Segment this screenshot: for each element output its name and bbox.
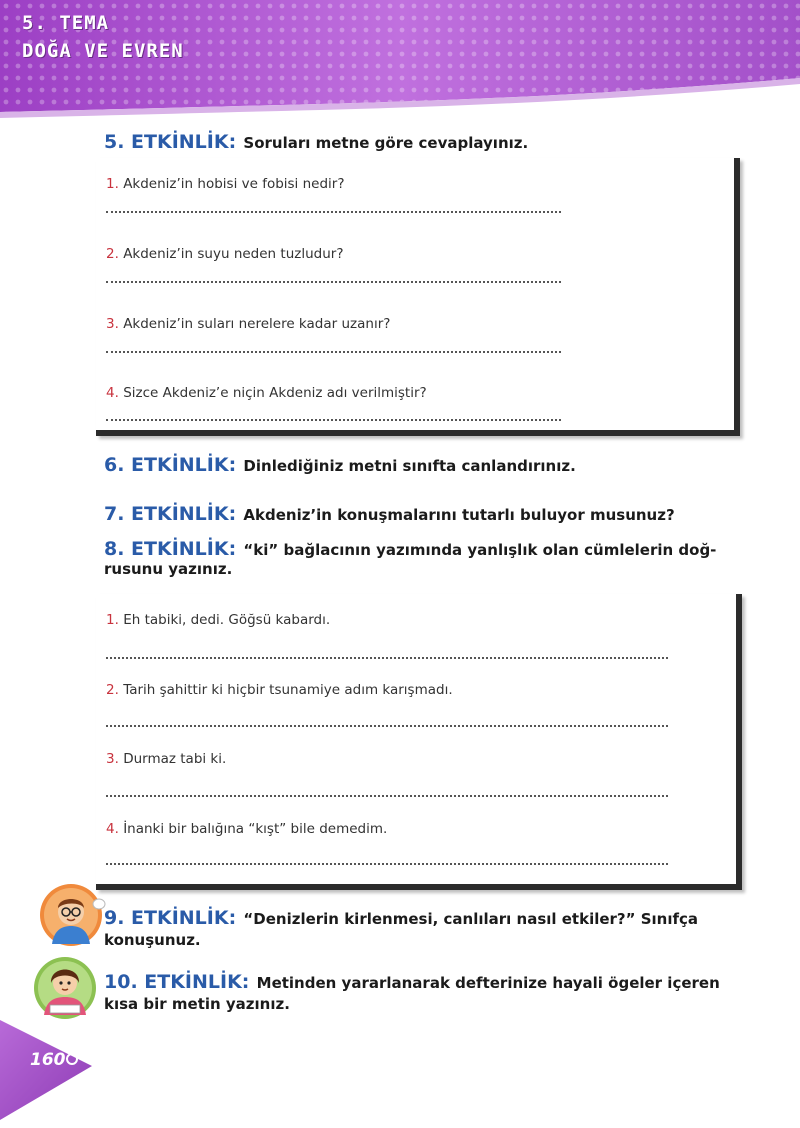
activity-8-heading-cont: rusunu yazınız. <box>104 560 233 578</box>
activity-10-label: 10. ETKİNLİK: <box>104 971 250 993</box>
activity-9-label: 9. ETKİNLİK: <box>104 907 237 929</box>
activity-5-heading <box>104 133 528 153</box>
theme-header-banner <box>0 0 800 120</box>
question-item: 1. Eh tabiki, dedi. Göğsü kabardı. <box>106 612 331 628</box>
activity-10-heading-cont: kısa bir metin yazınız. <box>104 995 290 1013</box>
activity-6-label: 6. ETKİNLİK: <box>104 454 237 476</box>
activity-7-label: 7. ETKİNLİK: <box>104 503 237 525</box>
activity-5-label: 5. ETKİNLİK: <box>104 131 237 153</box>
answer-line[interactable] <box>106 657 668 659</box>
answer-line[interactable] <box>106 351 561 353</box>
activity-10-heading <box>104 973 720 993</box>
activity-6-instruction: Dinlediğiniz metni sınıfta canlandırınız. <box>243 457 576 475</box>
activity-8-instruction: “ki” bağlacının yazımında yanlışlık olan cümlelerin doğ- <box>243 541 717 559</box>
answer-line[interactable] <box>106 725 668 727</box>
theme-number: 5. TEMA <box>22 12 110 34</box>
question-item: 3. Durmaz tabi ki. <box>106 751 227 767</box>
answer-line[interactable] <box>106 419 561 421</box>
question-item: 1. Akdeniz’in hobisi ve fobisi nedir? <box>106 176 345 192</box>
activity-7-instruction: Akdeniz’in konuşmalarını tutarlı buluyor musunuz? <box>243 506 675 524</box>
activity-9-heading-cont: konuşunuz. <box>104 931 201 949</box>
girl-character-icon <box>32 955 98 1021</box>
answer-line[interactable] <box>106 281 561 283</box>
boy-character-icon <box>38 882 104 948</box>
activity-6-heading <box>104 456 576 476</box>
answer-line[interactable] <box>106 211 561 213</box>
question-item: 2. Akdeniz’in suyu neden tuzludur? <box>106 246 344 262</box>
question-item: 3. Akdeniz’in suları nerelere kadar uzanır? <box>106 316 391 332</box>
activity-8-label: 8. ETKİNLİK: <box>104 538 237 560</box>
answer-line[interactable] <box>106 795 668 797</box>
activity-8-heading <box>104 540 716 560</box>
question-item: 4. İnanki bir balığına “kışt” bile demedim. <box>106 821 388 837</box>
question-item: 2. Tarih şahittir ki hiçbir tsunamiye adım karışmadı. <box>106 682 453 698</box>
activity-9-instruction: “Denizlerin kirlenmesi, canlıları nasıl etkiler?” Sınıfça <box>243 910 699 928</box>
answer-line[interactable] <box>106 863 668 865</box>
page-corner-triangle <box>0 1020 100 1128</box>
question-item: 4. Sizce Akdeniz’e niçin Akdeniz adı verilmiştir? <box>106 385 427 401</box>
page-number: 160 <box>30 1050 66 1070</box>
activity-5-answer-box <box>96 158 740 436</box>
activity-9-heading <box>104 909 698 929</box>
activity-7-heading <box>104 505 675 525</box>
activity-8-answer-box <box>96 594 742 890</box>
theme-name: DOĞA VE EVREN <box>22 40 184 62</box>
activity-5-instruction: Soruları metne göre cevaplayınız. <box>243 134 529 152</box>
activity-10-instruction: Metinden yararlanarak defterinize hayali ögeler içeren <box>256 974 720 992</box>
